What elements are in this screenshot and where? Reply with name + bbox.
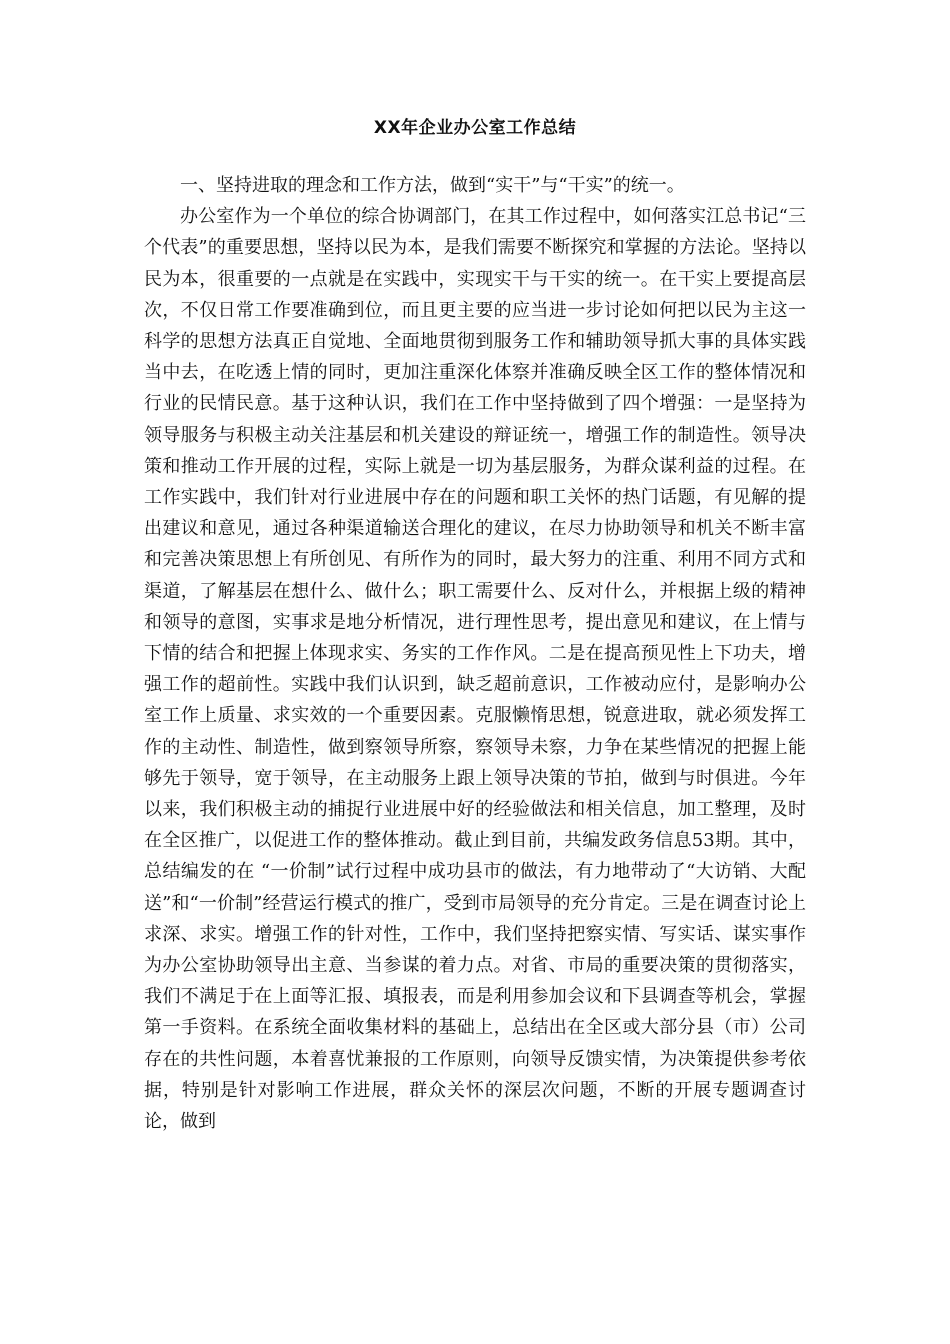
document-body <box>144 170 806 1137</box>
section-heading: 一、坚持进取的理念和工作方法，做到“实干”与“干实”的统一。 <box>180 175 685 196</box>
document-title: XX年企业办公室工作总结 <box>373 118 577 138</box>
body-paragraph: 办公室作为一个单位的综合协调部门，在其工作过程中，如何落实江总书记“三个代表”的重要思想，坚持以民为本，是我们需要不断探究和掌握的方法论。坚持以民为本，很重要的一点就是在实践中，实现实干与干实的统一。在干实上要提高层次，不仅日常工作要准确到位，而且更主要的应当进一步讨论如何把以民为主这一科学的思想方法真正自觉地、全面地贯彻到服务工作和辅助领导抓大事的具体实践当中去，在吃透上情的同时，更加注重深化体察并准确反映全区工作的整体情况和行业的民情民意。基于这种认识，我们在工作中坚持做到了四个增强：一是坚持为领导服务与积极主动关注基层和机关建设的辩证统一，增强工作的制造性。领导决策和推动工作开展的过程，实际上就是一切为基层服务，为群众谋利益的过程。在工作实践中，我们针对行业进展中存在的问题和职工关怀的热门话题，有见解的提出建议和意见，通过各种渠道输送合理化的建议，在尽力协助领导和机关不断丰富和完善决策思想上有所创见、有所作为的同时，最大努力的注重、利用不同方式和渠道，了解基层在想什么、做什么；职工需要什么、反对什么，并根据上级的精神和领导的意图，实事求是地分析情况，进行理性思考，提出意见和建议，在上情与下情的结合和把握上体现求实、务实的工作作风。二是在提高预见性上下功夫，增强工作的超前性。实践中我们认识到，缺乏超前意识，工作被动应付，是影响办公室工作上质量、求实效的一个重要因素。克服懒惰思想，锐意进取，就必须发挥工作的主动性、制造性，做到察领导所察，察领导未察，力争在某些情况的把握上能够先于领导，宽于领导，在主动服务上跟上领导决策的节拍，做到与时俱进。今年以来，我们积极主动的捕捉行业进展中好的经验做法和相关信息，加工整理，及时在全区推广，以促进工作的整体推动。截止到目前，共编发政务信息53期。其中，总结编发的在 “一价制”试行过程中成功县市的做法，有力地带动了“大访销、大配送”和“一价制”经营运行模式的推广，受到市局领导的充分肯定。三是在调查讨论上求深、求实。增强工作的针对性，工作中，我们坚持把察实情、写实话、谋实事作为办公室协助领导出主意、当参谋的着力点。对省、市局的重要决策的贯彻落实，我们不满足于在上面等汇报、填报表，而是利用参加会议和下县调查等机会，掌握第一手资料。在系统全面收集材料的基础上，总结出在全区或大部分县（市）公司存在的共性问题，本着喜忧兼报的工作原则，向领导反馈实情，为决策提供参考依据，特别是针对影响工作进展，群众关怀的深层次问题，不断的开展专题调查讨论，做到 <box>144 206 806 1133</box>
